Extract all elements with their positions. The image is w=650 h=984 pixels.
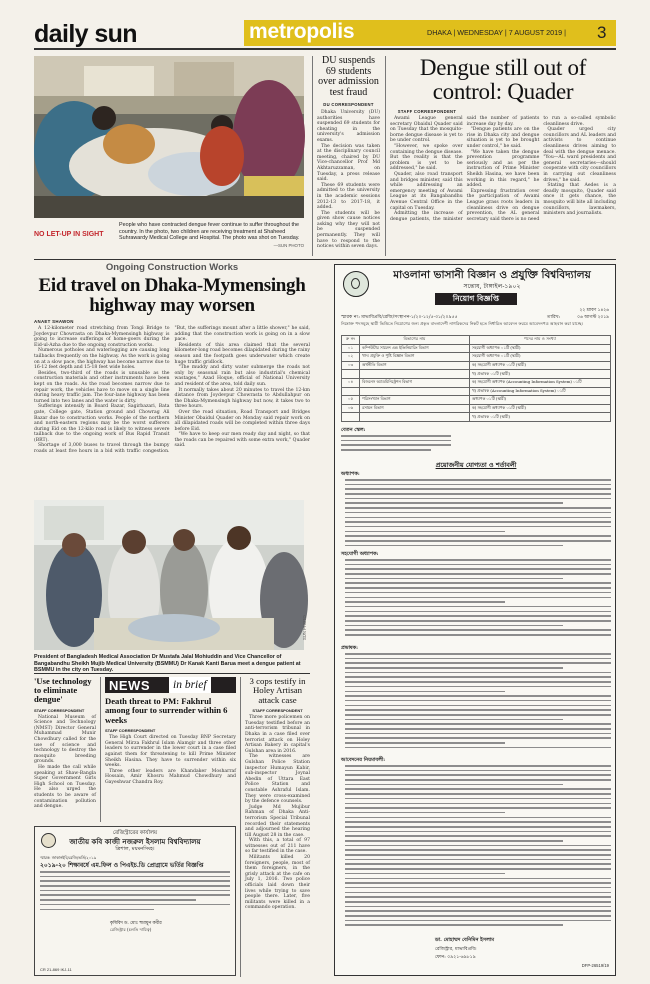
table-cell-post: খ) প্রভাষক (Accounting Information System) ০১টি xyxy=(470,387,611,396)
section-title: metropolis xyxy=(249,20,355,43)
table-row xyxy=(342,413,611,422)
table-cell-dept xyxy=(360,370,470,379)
du-para: The decision was taken at the disciplinary council meeting, chaired by DU Vice-chancellor Prof Md Akhtaruzzaman, on Tuesday, a press release said. xyxy=(317,143,380,183)
du-para: These 69 students were admitted to the university in the academic sessions 2012-13 to 2017-18, it added. xyxy=(317,182,380,211)
bstu-title: নিয়োগ বিজ্ঞপ্তি xyxy=(452,294,500,303)
eid-para: "We have to keep our men ready day and night, so that the roads can be repaired with some extra work," Quader said. xyxy=(174,432,310,449)
bstu-university: মাওলানা ভাসানী বিজ্ঞান ও প্রযুক্তি বিশ্ববিদ্যালয় xyxy=(393,269,591,281)
quader-para: "Dengue patients are on the rise in Dhaka city and dengue situation is yet to be brought under control," he said. xyxy=(466,127,540,149)
quader-para: Expressing frustration over the participation of Awami League grass roots leaders in cleanliness drive on dengue prevention, the AL general secretary said there is no need to run a so-called symbolic cleanliness drive. xyxy=(466,116,616,222)
table-row xyxy=(342,344,611,353)
bsmmu-caption: President of Bangladesh Medical Association Dr Mustafa Jalal Mohiuddin and Vice Chancellor of Bangabandhu Sheikh Mujib Medical University (BSMMU) Dr Kanak Kanti Barua meet a dengue patient at BSMMU in the city on Tuesday. xyxy=(34,654,301,674)
table-header-row xyxy=(342,336,611,345)
table-row xyxy=(342,370,611,379)
table-cell-no: ০৫ xyxy=(342,396,360,405)
table-header-cell: বিভাগের নাম xyxy=(360,336,470,345)
table-header-cell: ক্র নং xyxy=(342,336,360,345)
du-para: The students will be given show cause notices asking why they will not be suspended permanently. They will have to respond to the notices within seven days. xyxy=(317,210,380,250)
bstu-code: DFP-26519/19 xyxy=(581,963,609,968)
table-cell-no: ০২ xyxy=(342,353,360,362)
dateline: DHAKA | WEDNESDAY | 7 AUGUST 2019 | xyxy=(427,28,567,37)
nazrul-ad xyxy=(34,826,236,976)
news-label: NEWS xyxy=(109,678,150,693)
news-brief-para: The High Court directed on Tuesday BNP Secretary General Mirza Fakhrul Islam Alamgir and three other leaders to surrender in the lower court in a case filed against them for threatening to kill Prime Minister Sheikh Hasina. They have to surrender within six weeks. xyxy=(105,735,236,769)
quader-para: Quader urged city councillors and AL leaders and activists to continue cleanliness drives aiming to deal with the dengue menace. "You—AL ward presidents and general secretaries—should cooperate with city councillors in carrying out cleanliness drives," he said. xyxy=(543,127,616,183)
table-cell-dept xyxy=(360,387,470,396)
quader-byline: STAFF CORRESPONDENT xyxy=(397,109,457,114)
eid-para: A 12-kilometer road stretching from Tongi Bridge to Joydevpur Chowrasta on Dhaka-Mymensingh highway is going to increase sufferings of home-goers during the Eid-ul-Azha due to the ongoing construction works. xyxy=(34,326,170,348)
nazrul-logo xyxy=(41,833,56,848)
quader-para: "We have taken the dengue prevention programme seriously and as per the instruction of Prime Minister Sheikh Hasina, we have been working in this regard," he added. xyxy=(466,149,540,189)
table-row xyxy=(342,353,611,362)
bstu-ref: স্মারক নং: মাভাবিপ্রবি/রেজি/সংস্থাপন-১/২০-১২/৫-৩১/২০৯৫৫ xyxy=(341,315,458,320)
bstu-pay-heading: বেতন স্কেল: xyxy=(341,427,366,433)
table-cell-no: ০৬ xyxy=(342,404,360,413)
eid-headline: Eid travel on Dhaka-Mymensingh highway may worsen xyxy=(38,275,306,316)
table-cell-post: খ) প্রভাষক ০১টি (স্থায়ী) xyxy=(470,413,611,422)
table-cell-post: অধ্যাপক ০১টি (স্থায়ী) xyxy=(470,396,611,405)
page-number: 3 xyxy=(597,23,607,42)
bstu-vacancy-table xyxy=(341,335,611,422)
dengue-ward-photo xyxy=(34,56,304,218)
table-cell-post: ক) সহযোগী অধ্যাপক ০১টি (স্থায়ী) xyxy=(470,361,611,370)
news-brief-banner xyxy=(105,677,236,693)
nazrul-ref: স্মারক: জাকানইবি/রেজি/ভর্তি/২০১৯ xyxy=(40,854,97,860)
holey-para: The witnesses are Gulshan Police Station inspector Humayun Kabir, sub-inspector Joynal Abedin of Uttara East Police Station and constable Ashraful Islam. They were cross-examined by the defence counsels. xyxy=(245,754,310,805)
table-cell-dept: কম্পিউটার সায়েন্স এন্ড ইঞ্জিনিয়ারিং বিভাগ xyxy=(360,344,470,353)
eid-para: Residents of this area claimed that the several kilometer-long road becomes dilapidated during the rainy season and the footpath goes underwater which create huge traffic gridlock. xyxy=(174,342,310,365)
du-byline: DU CORRESPONDENT xyxy=(323,102,374,107)
holey-para: Militants killed 20 foreigners, people, most of them foreigners, in the grisly attack at the cafe on July 1, 2016. Two police officials laid down their lives while trying to save people there. Later, five militants were killed in a commando operation. xyxy=(245,855,310,911)
top-photo-caption-block xyxy=(34,222,304,252)
bstu-title-box xyxy=(435,293,517,305)
news-brief-body xyxy=(105,735,236,807)
table-cell-no xyxy=(342,387,360,396)
nazrul-location: ত্রিশাল, ময়মনসিংহ। xyxy=(115,846,155,852)
holey-para: Three more policemen on Tuesday testified before an anti-terrorism tribunal in Dhaka in a case filed over terrorist attack on Holey Artisan Bakery in capital's Gulshan area in 2016. xyxy=(245,715,310,754)
table-row xyxy=(342,396,611,405)
nazrul-signer-title: রেজিস্ট্রার (চলতি দায়িত্ব) xyxy=(110,927,152,932)
du-body xyxy=(317,110,380,250)
quader-para: Stating that Aedes is a deadly mosquito, Quader said once it gets chance, the mosquito will bite all including councillors, lawmakers, ministers and journalists. xyxy=(543,183,616,217)
bstu-logo xyxy=(343,271,369,297)
table-cell-post: ক) সহযোগী অধ্যাপক (Accounting Information System) ০১টি xyxy=(470,378,611,387)
news-brief-byline: STAFF CORRESPONDENT xyxy=(105,728,156,734)
table-cell-no: ০৪ xyxy=(342,378,360,387)
bstu-lecturer-lines xyxy=(345,653,611,753)
table-cell-dept: রসায়ন বিভাগ xyxy=(360,404,470,413)
table-cell-post: খ) প্রভাষক ০১টি (স্থায়ী) xyxy=(470,370,611,379)
table-row xyxy=(342,361,611,370)
table-cell-post: ক) সহযোগী অধ্যাপক ০১টি (স্থায়ী) xyxy=(470,404,611,413)
nazrul-body-text xyxy=(40,871,230,917)
table-cell-no xyxy=(342,413,360,422)
masthead xyxy=(34,20,616,50)
technology-byline: STAFF CORRESPONDENT xyxy=(34,707,85,713)
table-row xyxy=(342,404,611,413)
bstu-date-en: ০৬ আগস্ট ২০১৯ xyxy=(577,315,609,320)
bstu-assoc-heading: সহযোগী অধ্যাপক: xyxy=(341,551,379,557)
bstu-signer-title: রেজিস্ট্রার, মাভাবিপ্রবি। xyxy=(435,947,477,952)
eid-para: Sufferings intensify in Board Bazar, Sagirbazari, Bata gate, College gate, Station ground and Chowrag Ali Bazar due to construction works. People of the northern and north-eastern regions may be the worst sufferers during Eid on the 12-kilo road is likely to witness severe tailback due to the ongoing work of Bus Rapid Transit (BRT). xyxy=(34,404,170,443)
nazrul-signer: কৃষিবিদ ড. মোঃ হুমায়ুন কবীর xyxy=(110,921,162,926)
bstu-intro: নিম্নোক্ত পদসমূহে স্থায়ী ভিত্তিতে নিয়োগের জন্য প্রকৃত বাংলাদেশী নাগরিকদের নিকট হতে নির্ধারিত আবেদন ফরমে আবেদনপত্র আহবান করা যাচ্ছে। xyxy=(341,321,584,326)
bstu-lecturer-heading: প্রভাষক: xyxy=(341,645,359,651)
bstu-date-bn: ২২ শ্রাবণ ১৪২৬ xyxy=(579,308,609,313)
nazrul-org: রেজিস্ট্রারের কার্যালয় xyxy=(112,830,158,836)
table-row xyxy=(342,378,611,387)
bstu-pay-lines xyxy=(341,435,451,457)
news-brief xyxy=(100,677,236,822)
table-cell-post: সহযোগী অধ্যাপক ০১টি (স্থায়ী) xyxy=(470,353,611,362)
top-photo-caption: People who have contracted dengue fever continue to suffer throughout the country. In the photo, two children are receiving treatment at Shaheed Suhrawardy Medical College and Hospital. The photo was shot on Tuesday. xyxy=(119,222,300,242)
bstu-professor-lines xyxy=(345,479,611,549)
top-photo-credit: —SUN PHOTO xyxy=(273,243,304,248)
nazrul-code: CR 21-869 IKJ-11 xyxy=(40,967,72,972)
table-cell-dept: খাদ্য প্রযুক্তি ও পুষ্টি বিজ্ঞান বিভাগ xyxy=(360,353,470,362)
table-cell-post: সহযোগী অধ্যাপক ০১টি (স্থায়ী) xyxy=(470,344,611,353)
bstu-date-label: তারিখ: xyxy=(547,315,561,320)
technology-body xyxy=(34,715,96,825)
in-brief-label: in brief xyxy=(169,677,211,693)
quader-headline: Dengue still out of control: Quader xyxy=(419,55,587,104)
holey-story xyxy=(240,677,310,977)
dengue-ward-photo-art xyxy=(34,56,304,218)
bstu-ad xyxy=(334,264,616,976)
du-headline: DU suspends 69 students over admission test fraud xyxy=(318,55,379,98)
news-brief-headline: Death threat to PM: Fakhrul among four to surrender within 6 weeks xyxy=(105,696,228,725)
quader-para: "However, we spoke over containing the dengue disease. But the reality is that the problem is yet to be addressed," he said. xyxy=(390,143,463,172)
table-row xyxy=(342,387,611,396)
bstu-professor-heading: অধ্যাপক: xyxy=(341,471,360,477)
table-cell-no xyxy=(342,370,360,379)
news-brief-para: Three other leaders are Khandaker Mosharraf Hossain, Amir Khosru Mahmud Chowdhury and Gayeshwar Chandra Roy. xyxy=(105,768,236,785)
quader-body xyxy=(390,116,616,242)
section-banner xyxy=(244,20,616,46)
table-cell-dept: বিজনেস অ্যাডমিনিস্ট্রেশন বিভাগ xyxy=(360,378,470,387)
du-story xyxy=(312,56,380,256)
bsmmu-photo xyxy=(34,500,304,650)
technology-story xyxy=(34,677,96,822)
brand-logo: daily sun xyxy=(34,20,137,48)
bstu-apply-heading: আবেদনের নিয়মাবলী: xyxy=(341,757,386,763)
eid-para: Besides, two-third of the roads is unusable as the construction materials and other instruments have been kept on the roads. As the road becomes narrow due to repair work, the vehicles have to move on a single line during heavy traffic jam. The four-lane highway has been turned into two lanes and the water is dirty. xyxy=(34,370,170,404)
eid-para: Over the road situation, Road Transport and Bridges Minister Obaidul Quader on Monday said repair work on all dilapidated roads will be completed within three days before Eid. xyxy=(174,409,310,432)
eid-para: It normally takes about 20 minutes to travel the 12-km distance from Joydevpur Chowrasta to Abdullahpur on the Dhaka-Mymensingh highway but now, it takes two to three hours. xyxy=(174,387,310,410)
section-divider xyxy=(34,259,616,260)
masthead-rule xyxy=(34,48,616,50)
lower-divider xyxy=(34,673,310,674)
table-cell-dept: পরিসংখ্যান বিভাগ xyxy=(360,396,470,405)
holey-para: With this, a total of 97 witnesses out of 211 have so far testified in the case. xyxy=(245,838,310,855)
holey-headline: 3 cops testify in Holey Artisan attack case xyxy=(249,676,306,705)
technology-para: He made the call while speaking at Shaw-Bangla Super Government Girls High School on Tuesday. He also urged the students to be aware of contamination pollution and dengue. xyxy=(34,764,96,810)
table-header-cell: পদের নাম ও সংখ্যা xyxy=(470,336,611,345)
bstu-signer-name: ডা. মোহাম্মদ বেনিমিন ইসলাম xyxy=(435,937,495,943)
eid-para: Shortage of 3,000 buses to travel through the bumpy roads at least five hours in a bid with traffic congestion. "But, the sufferings mount after a little shower," he said, adding that the construction work is going on in a slow pace. xyxy=(34,326,310,455)
technology-headline: 'Use technology to eliminate dengue' xyxy=(34,676,92,705)
quader-story xyxy=(385,56,616,256)
bstu-location: সন্তোষ, টাঙ্গাইল-১৯০২ xyxy=(463,283,521,290)
quader-para: Quader, also road transport and bridges minister, said this while addressing an emergency meeting of Awami League at its Bangabandhu Avenue Central Office in the capital on Tuesday. xyxy=(390,171,463,211)
table-cell-dept xyxy=(360,413,470,422)
photo-tag: NO LET-UP IN SIGHT xyxy=(34,231,104,238)
table-cell-no: ০৩ xyxy=(342,361,360,370)
holey-para: Judge Md Mujibur Rahman of Dhaka Anti-terrorism Special Tribunal recorded their statements and adjourned the hearing till August 28 in the case. xyxy=(245,804,310,838)
bstu-assoc-lines xyxy=(345,559,611,641)
quader-para: Admitting the increase of dengue patients, the minister said the number of patients increase day by day. xyxy=(390,116,540,222)
quader-para: Awami League general secretary Obaidul Quader said on Tuesday that the mosquito-borne dengue disease is yet to be under control. xyxy=(390,116,463,144)
eid-para: Numerous potholes and waterlogging are causing long tailbacks frequently on the highway. As the work is going on at a slow pace, the highway has become narrow due to 16-12 feet depth and 15-18 feet wide holes. xyxy=(34,348,170,371)
eid-kicker: Ongoing Construction Works xyxy=(105,262,239,273)
eid-para: "The muddy and dirty water submerge the roads not only by seasonal rain but also industrial's chemical wastages," Azad Hoque, official of National University and resident of the area, told daily sun. xyxy=(174,365,310,387)
table-cell-dept: অর্থনীতি বিভাগ xyxy=(360,361,470,370)
holey-byline: STAFF CORRESPONDENT xyxy=(252,708,303,714)
nazrul-university: জাতীয় কবি কাজী নজরুল ইসলাম বিশ্ববিদ্যালয় xyxy=(69,837,201,846)
technology-para: National Museum of Science and Technology (NMST) Director General Muhammad Munir Chowdhury called for the use of science and technology to destroy the mosquito breeding grounds. xyxy=(34,714,96,765)
holey-body xyxy=(245,715,310,965)
bstu-phone: ফোন: ০৯২১-৬৯৮১৯ xyxy=(435,955,476,960)
table-cell-no: ০১ xyxy=(342,344,360,353)
bsmmu-credit: SUN PHOTO xyxy=(302,615,307,640)
nazrul-title: ২০১৯-২০ শিক্ষাবর্ষে এম.ফিল ও পিএইচ.ডি প্রোগ্রামে ভর্তির বিজ্ঞপ্তি xyxy=(40,861,204,869)
bstu-apply-lines xyxy=(345,765,611,931)
eid-byline: ANAET SHAWON xyxy=(34,319,74,324)
du-para: Dhaka University (DU) authorities have suspended 69 students for cheating in the university's admission exams. xyxy=(317,110,380,143)
bsmmu-photo-art xyxy=(34,500,304,650)
bstu-qual-heading: প্রয়োজনীয় যোগ্যতা ও শর্তাবলী xyxy=(435,461,517,469)
